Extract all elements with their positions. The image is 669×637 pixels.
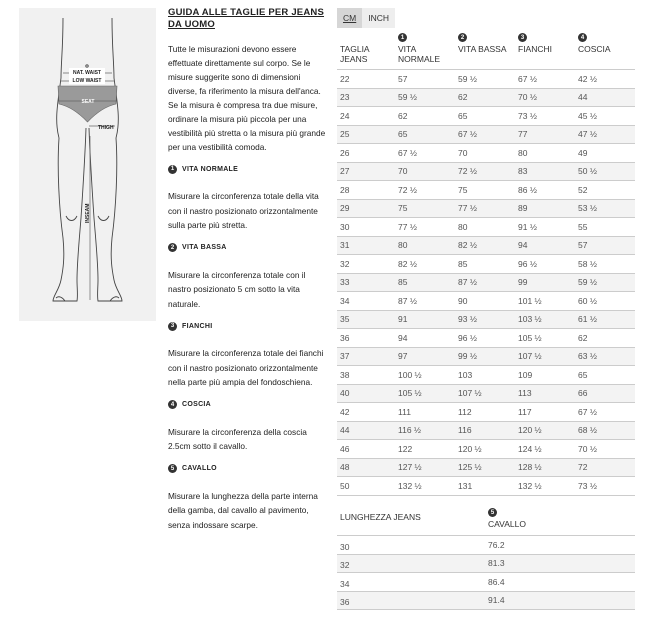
table-row	[337, 274, 635, 293]
table-cell: 76.2	[488, 539, 505, 550]
header-label: CAVALLO	[488, 519, 526, 529]
step-number-icon: 2	[458, 33, 467, 42]
step-number-icon: 3	[518, 33, 527, 42]
section-cavallo	[168, 463, 328, 533]
table-cell: 32	[340, 258, 350, 269]
section-text: Misurare la circonferenza della coscia 2.5cm sotto il cavallo.	[168, 426, 307, 451]
table-cell: 67 ½	[518, 73, 537, 84]
table-cell: 77	[518, 129, 528, 140]
table-cell: 77 ½	[458, 203, 477, 214]
table-cell: 80	[458, 221, 468, 232]
table-cell: 70 ½	[578, 443, 597, 454]
table-cell: 37	[340, 351, 350, 362]
table-cell: 75	[458, 184, 468, 195]
table-cell: 107 ½	[458, 388, 482, 399]
table-cell: 94	[518, 240, 528, 251]
table-cell: 97	[398, 351, 408, 362]
table-cell: 57	[578, 240, 588, 251]
table-cell: 44	[340, 425, 350, 436]
table-cell: 120 ½	[518, 425, 542, 436]
table-cell: 35	[340, 314, 350, 325]
table-cell: 100 ½	[398, 369, 422, 380]
header-label: FIANCHI	[518, 44, 552, 54]
table-cell: 55	[578, 221, 588, 232]
table-cell: 96 ½	[518, 258, 537, 269]
table-cell: 132 ½	[518, 480, 542, 491]
header-label: COSCIA	[578, 44, 611, 54]
table-cell: 67 ½	[458, 129, 477, 140]
table-cell: 23	[340, 92, 350, 103]
table-cell: 117	[518, 406, 532, 417]
table-cell: 59 ½	[398, 92, 417, 103]
table-cell: 62	[398, 110, 408, 121]
table-cell: 31	[340, 240, 350, 251]
table-cell: 63 ½	[578, 351, 597, 362]
table-row	[337, 255, 635, 274]
table-cell: 57	[398, 73, 408, 84]
table-row	[337, 237, 635, 256]
table-cell: 70	[458, 147, 468, 158]
section-text: Misurare la circonferenza totale della vita con il nastro posizionato orizzontalmente sulla parte più stretta.	[168, 191, 319, 230]
table-cell: 103 ½	[518, 314, 542, 325]
inseam-table-body	[337, 536, 635, 610]
table-cell: 30	[340, 221, 350, 232]
table-cell: 101 ½	[518, 295, 542, 306]
table-cell: 103	[458, 369, 473, 380]
table-cell: 45 ½	[578, 110, 597, 121]
table-row	[337, 181, 635, 200]
table-cell: 116 ½	[398, 425, 422, 436]
table-cell: 87 ½	[458, 277, 477, 288]
table-cell: 68 ½	[578, 425, 597, 436]
table-row	[337, 292, 635, 311]
table-cell: 122	[398, 443, 413, 454]
table-row	[337, 573, 635, 592]
table-row	[337, 163, 635, 182]
table-cell: 44	[578, 92, 588, 103]
section-title: FIANCHI	[182, 322, 213, 330]
table-cell: 25	[340, 129, 350, 140]
step-number-icon: 1	[168, 165, 177, 174]
header-coscia	[578, 32, 635, 69]
table-cell: 34	[340, 295, 350, 306]
table-cell: 112	[458, 406, 472, 417]
table-cell: 50	[340, 480, 350, 491]
table-row	[337, 592, 635, 611]
table-cell: 80	[518, 147, 528, 158]
step-number-icon: 5	[488, 508, 497, 517]
table-cell: 132 ½	[398, 480, 422, 491]
body-measurement-figure	[19, 8, 156, 321]
table-cell: 47 ½	[578, 129, 597, 140]
table-cell: 36	[340, 597, 350, 608]
inseam-table-header	[337, 508, 635, 536]
header-fianchi	[518, 32, 578, 69]
step-number-icon: 2	[168, 243, 177, 252]
table-cell: 67 ½	[398, 147, 417, 158]
table-cell: 61 ½	[578, 314, 597, 325]
table-cell: 73 ½	[518, 110, 537, 121]
inseam-table	[337, 508, 635, 610]
table-cell: 80	[398, 240, 408, 251]
table-row	[337, 348, 635, 367]
table-cell: 81.3	[488, 558, 505, 569]
table-cell: 77 ½	[398, 221, 417, 232]
table-cell: 107 ½	[518, 351, 542, 362]
table-row	[337, 536, 635, 555]
section-text: Misurare la circonferenza totale con il nastro posizionato 5 cm sotto la vita naturale.	[168, 269, 306, 309]
header-vita-normale	[398, 32, 458, 69]
table-row	[337, 366, 635, 385]
section-title: VITA BASSA	[182, 244, 227, 251]
size-guide-instructions	[168, 7, 328, 532]
table-cell: 109	[518, 369, 533, 380]
table-cell: 91	[398, 314, 408, 325]
table-cell: 73 ½	[578, 480, 597, 491]
low-waist-label: LOW WAIST	[72, 78, 102, 84]
table-row	[337, 440, 635, 459]
table-cell: 49	[578, 147, 588, 158]
table-cell: 116	[458, 425, 472, 436]
table-cell: 65	[578, 369, 588, 380]
table-cell: 24	[340, 110, 350, 121]
table-row	[337, 385, 635, 404]
thigh-label: THIGH	[98, 125, 114, 131]
table-row	[337, 311, 635, 330]
table-cell: 131	[458, 480, 473, 491]
table-cell: 72	[578, 462, 588, 473]
guide-title: GUIDA ALLE TAGLIE PER JEANS DA UOMO	[168, 7, 325, 30]
nat-waist-label: NAT. WAIST	[73, 70, 101, 76]
section-text: Misurare la lunghezza della parte interna della gamba, dal cavallo al pavimento, senza indossare scarpe.	[168, 490, 318, 530]
step-number-icon: 1	[398, 33, 407, 42]
table-cell: 46	[340, 443, 350, 454]
table-cell: 94	[398, 332, 408, 343]
table-cell: 70	[398, 166, 408, 177]
table-cell: 82 ½	[398, 258, 417, 269]
table-cell: 120 ½	[458, 443, 482, 454]
table-row	[337, 200, 635, 219]
table-cell: 40	[340, 388, 350, 399]
table-cell: 105 ½	[398, 388, 422, 399]
table-cell: 128 ½	[518, 462, 542, 473]
table-cell: 38	[340, 369, 350, 380]
table-header	[337, 32, 635, 70]
table-cell: 33	[340, 277, 350, 288]
table-cell: 65	[398, 129, 408, 140]
header-cavallo	[488, 508, 635, 535]
table-cell: 91 ½	[518, 221, 537, 232]
table-row	[337, 144, 635, 163]
section-text: Misurare la circonferenza totale dei fianchi con il nastro posizionato orizzontalmente nella parte più ampia del fondoschiena.	[168, 348, 324, 387]
table-cell: 83	[518, 166, 528, 177]
table-cell: 58 ½	[578, 258, 597, 269]
table-row	[337, 126, 635, 145]
body-outline-illustration	[19, 8, 156, 321]
unit-toggle	[337, 8, 395, 28]
header-lunghezza: LUNGHEZZA JEANS	[340, 512, 421, 522]
table-cell: 27	[340, 166, 350, 177]
table-cell: 86 ½	[518, 184, 537, 195]
table-cell: 28	[340, 184, 350, 195]
section-title: CAVALLO	[182, 465, 217, 472]
table-cell: 90	[458, 295, 468, 306]
table-cell: 60 ½	[578, 295, 597, 306]
table-cell: 48	[340, 462, 350, 473]
section-title: COSCIA	[182, 401, 212, 408]
table-cell: 105 ½	[518, 332, 542, 343]
step-number-icon: 3	[168, 322, 177, 331]
section-fianchi	[168, 320, 328, 390]
table-cell: 42	[340, 406, 350, 417]
table-row	[337, 218, 635, 237]
table-row	[337, 477, 635, 496]
table-cell: 52	[578, 184, 588, 195]
table-row	[337, 422, 635, 441]
inseam-label: INSEAM	[85, 203, 91, 223]
table-cell: 96 ½	[458, 332, 477, 343]
table-cell: 72 ½	[458, 166, 477, 177]
table-cell: 70 ½	[518, 92, 537, 103]
table-cell: 36	[340, 332, 350, 343]
table-cell: 34	[340, 578, 350, 589]
table-cell: 29	[340, 203, 350, 214]
table-cell: 91.4	[488, 595, 505, 606]
header-label: VITA NORMALE	[398, 44, 441, 64]
seat-label: SEAT	[81, 99, 95, 105]
table-cell: 85	[398, 277, 408, 288]
section-title: VITA NORMALE	[182, 165, 239, 173]
table-row	[337, 329, 635, 348]
table-row	[337, 403, 635, 422]
table-row	[337, 70, 635, 89]
step-number-icon: 4	[168, 400, 177, 409]
table-cell: 67 ½	[578, 406, 597, 417]
table-cell: 42 ½	[578, 73, 597, 84]
table-cell: 66	[578, 388, 588, 399]
section-vita-normale	[168, 163, 328, 233]
header-label: VITA BASSA	[458, 44, 507, 54]
table-cell: 59 ½	[458, 73, 477, 84]
table-cell: 86.4	[488, 576, 505, 587]
unit-inch-button[interactable]: INCH	[362, 8, 395, 28]
table-cell: 127 ½	[398, 462, 422, 473]
table-cell: 32	[340, 560, 350, 571]
table-cell: 124 ½	[518, 443, 542, 454]
table-cell: 113	[518, 388, 532, 399]
table-cell: 50 ½	[578, 166, 597, 177]
table-cell: 22	[340, 73, 350, 84]
table-cell: 30	[340, 541, 350, 552]
table-cell: 85	[458, 258, 468, 269]
step-number-icon: 4	[578, 33, 587, 42]
table-cell: 26	[340, 147, 350, 158]
step-number-icon: 5	[168, 464, 177, 473]
table-cell: 62	[458, 92, 468, 103]
table-row	[337, 107, 635, 126]
jeans-size-table	[337, 32, 635, 496]
section-coscia	[168, 399, 328, 454]
table-cell: 99	[518, 277, 528, 288]
table-cell: 59 ½	[578, 277, 597, 288]
table-cell: 82 ½	[458, 240, 477, 251]
table-cell: 53 ½	[578, 203, 597, 214]
table-cell: 62	[578, 332, 588, 343]
table-cell: 89	[518, 203, 528, 214]
table-cell: 65	[458, 110, 468, 121]
unit-cm-button[interactable]: CM	[337, 8, 362, 28]
table-cell: 99 ½	[458, 351, 477, 362]
table-cell: 111	[398, 406, 411, 417]
section-vita-bassa	[168, 242, 328, 312]
table-cell: 72 ½	[398, 184, 417, 195]
size-table-body	[337, 70, 635, 496]
header-vita-bassa	[458, 32, 518, 69]
table-cell: 93 ½	[458, 314, 477, 325]
table-cell: 125 ½	[458, 462, 482, 473]
table-row	[337, 459, 635, 478]
header-taglia: TAGLIA JEANS	[340, 44, 370, 64]
table-cell: 75	[398, 203, 408, 214]
table-row	[337, 89, 635, 108]
table-cell: 87 ½	[398, 295, 417, 306]
table-row	[337, 555, 635, 574]
guide-intro: Tutte le misurazioni devono essere effettuate direttamente sul corpo. Se le misure suggerite sono di dimensioni diverse, fa riferimento la misura dell'anca. Se la misura è compresa tra due misure, ordinare la misura più piccola per una vestibilità più stretta o la misura più grande per una vestibilità comoda.	[168, 44, 326, 152]
